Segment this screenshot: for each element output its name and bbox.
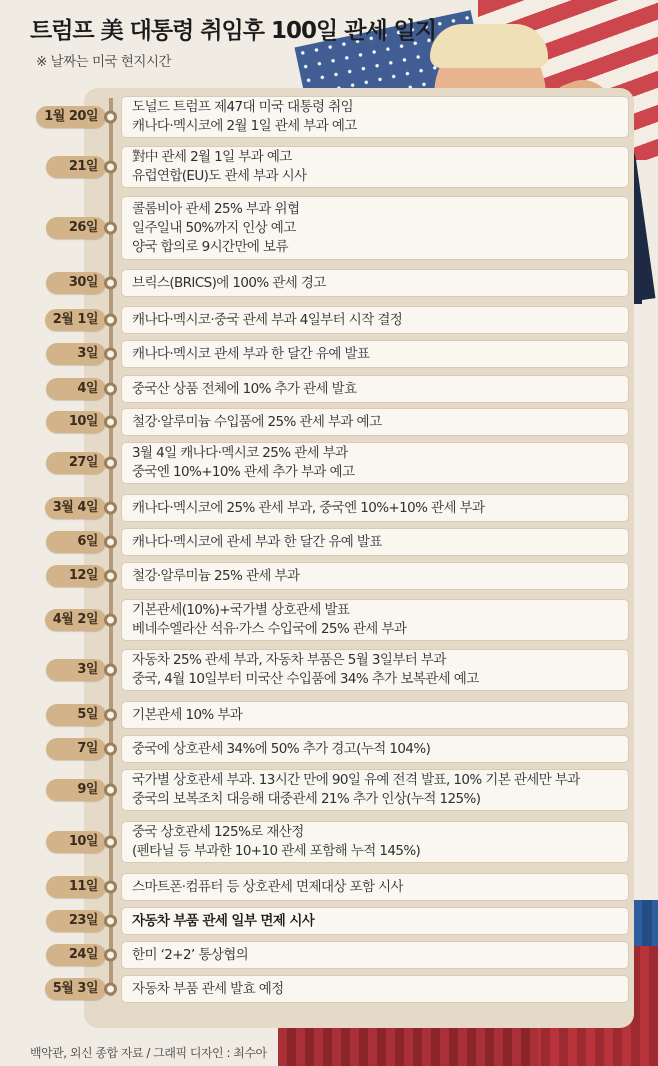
timeline-entry [0,766,658,814]
event-description [121,562,629,590]
event-text-line: 캐나다·멕시코에 25% 관세 부과, 중국엔 10%+10% 관세 부과 [132,499,485,516]
timeline-dot [104,416,117,429]
event-text-line: 철강·알루미늄 25% 관세 부과 [132,567,300,584]
event-text-line: 중국의 보복조치 대응해 대중관세 21% 추가 인상(누적 125%) [132,791,481,807]
timeline-dot [104,836,117,849]
event-text-line: 캐나다·멕시코에 2월 1일 관세 부과 예고 [132,118,357,134]
event-text-line: 국가별 상호관세 부과. 13시간 만에 90일 유예 전격 발표, 10% 기본 관세만 부과 [132,772,580,788]
event-text-line: 콜롬비아 관세 25% 부과 위협 [132,200,300,217]
event-description [121,907,629,935]
date-badge: 27일 [46,452,106,474]
date-badge: 6일 [46,531,106,553]
event-text-line: 기본관세 10% 부과 [132,706,243,723]
event-text-line: 기본관세(10%)+국가별 상호관세 발표 [132,602,350,618]
date-badge: 21일 [46,156,106,178]
event-description [121,269,629,297]
event-description [121,528,629,556]
timeline-dot [104,457,117,470]
event-description [121,375,629,403]
event-description [121,306,629,334]
date-badge: 5일 [46,704,106,726]
timeline-dot [104,502,117,515]
date-badge: 10일 [46,411,106,433]
timeline-entry [0,972,658,1006]
date-badge: 3일 [46,659,106,681]
timeline-entry [0,303,658,337]
event-text-line: 자동차 25% 관세 부과, 자동차 부품은 5월 3일부터 부과 [132,652,446,668]
date-badge: 3월 4일 [45,497,106,519]
timeline-dot [104,709,117,722]
event-description [121,340,629,368]
timeline-entry [0,596,658,644]
timeline-entry [0,646,658,694]
event-text-line: 자동차 부품 관세 발효 예정 [132,980,284,997]
date-badge: 9일 [46,779,106,801]
date-badge: 26일 [46,217,106,239]
timeline-entry [0,732,658,766]
timeline-entry [0,904,658,938]
timeline-entry [0,870,658,904]
timeline-dot [104,614,117,627]
event-text-line: 유럽연합(EU)도 관세 부과 시사 [132,168,307,184]
timeline-entry [0,525,658,559]
event-description [121,873,629,901]
event-text-line: 브릭스(BRICS)에 100% 관세 경고 [132,274,326,291]
date-badge: 10일 [46,831,106,853]
timeline-entry [0,193,658,263]
date-badge: 24일 [46,944,106,966]
event-text-line: 캐나다·멕시코에 관세 부과 한 달간 유예 발표 [132,533,382,550]
event-text-line: 對中 관세 2월 1일 부과 예고 [132,149,292,165]
timeline-dot [104,983,117,996]
timeline-dot [104,570,117,583]
event-text-line: 캐나다·멕시코 관세 부과 한 달간 유예 발표 [132,345,370,362]
event-description [121,494,629,522]
timeline-entry [0,938,658,972]
event-description [121,975,629,1003]
event-text-line: (펜타닐 등 부과한 10+10 관세 포함해 누적 145%) [132,843,421,859]
event-text-line: 철강·알루미늄 수입품에 25% 관세 부과 예고 [132,413,382,430]
source-credit: 백악관, 외신 종합 자료 / 그래픽 디자인 : 최수아 [30,1046,267,1060]
timeline-dot [104,536,117,549]
timeline-entry [0,698,658,732]
timeline-entry [0,266,658,300]
timeline-dot [104,348,117,361]
event-text-line: 일주일내 50%까지 인상 예고 [132,219,296,236]
date-badge: 2월 1일 [45,309,106,331]
date-badge: 1월 20일 [36,106,106,128]
date-badge: 11일 [46,876,106,898]
event-text-line: 3월 4일 캐나다·멕시코 25% 관세 부과 [132,445,348,461]
date-badge: 4월 2일 [45,609,106,631]
timeline-dot [104,314,117,327]
timeline-dot [104,277,117,290]
event-description [121,701,629,729]
timeline-dot [104,915,117,928]
event-description [121,649,629,691]
event-text-line: 도널드 트럼프 제47대 미국 대통령 취임 [132,99,354,115]
page-title: 트럼프 美 대통령 취임후 100일 관세 일지 [30,18,437,44]
event-text-line: 자동차 부품 관세 일부 면제 시사 [132,912,315,929]
date-badge: 7일 [46,738,106,760]
event-description [121,408,629,436]
event-description [121,769,629,811]
event-description [121,941,629,969]
timeline-entry [0,818,658,866]
event-text-line: 중국에 상호관세 34%에 50% 추가 경고(누적 104%) [132,740,431,757]
timeline-dot [104,743,117,756]
event-text-line: 스마트폰·컴퓨터 등 상호관세 면제대상 포함 시사 [132,878,403,895]
date-badge: 5월 3일 [45,978,106,1000]
event-description [121,735,629,763]
timeline-dot [104,222,117,235]
event-text-line: 중국엔 10%+10% 관세 추가 부과 예고 [132,464,355,480]
timeline-dot [104,949,117,962]
timeline-dot [104,664,117,677]
event-text-line: 베네수엘라산 석유·가스 수입국에 25% 관세 부과 [132,621,407,637]
timeline-entry [0,559,658,593]
date-badge: 4일 [46,378,106,400]
event-text-line: 중국 상호관세 125%로 재산정 [132,824,304,840]
event-description [121,96,629,138]
event-text-line: 캐나다·멕시코·중국 관세 부과 4일부터 시작 결정 [132,311,403,328]
timeline-entry [0,337,658,371]
date-note: ※ 날짜는 미국 현지시간 [36,54,172,70]
timeline-entry [0,93,658,141]
timeline-dot [104,161,117,174]
timeline-entry [0,439,658,487]
event-text-line: 중국산 상품 전체에 10% 추가 관세 발효 [132,380,357,397]
timeline-dot [104,784,117,797]
event-text-line: 한미 ‘2+2’ 통상협의 [132,946,249,963]
timeline-entry [0,143,658,191]
timeline-entry [0,372,658,406]
date-badge: 12일 [46,565,106,587]
event-description [121,146,629,188]
timeline-dot [104,383,117,396]
date-badge: 23일 [46,910,106,932]
event-description [121,196,629,260]
event-text-line: 양국 합의로 9시간만에 보류 [132,238,288,255]
timeline-entry [0,491,658,525]
event-text-line: 중국, 4월 10일부터 미국산 수입품에 34% 추가 보복관세 예고 [132,671,479,687]
date-badge: 30일 [46,272,106,294]
timeline-dot [104,881,117,894]
event-description [121,821,629,863]
event-description [121,442,629,484]
event-description [121,599,629,641]
timeline-entry [0,405,658,439]
date-badge: 3일 [46,343,106,365]
timeline-dot [104,111,117,124]
